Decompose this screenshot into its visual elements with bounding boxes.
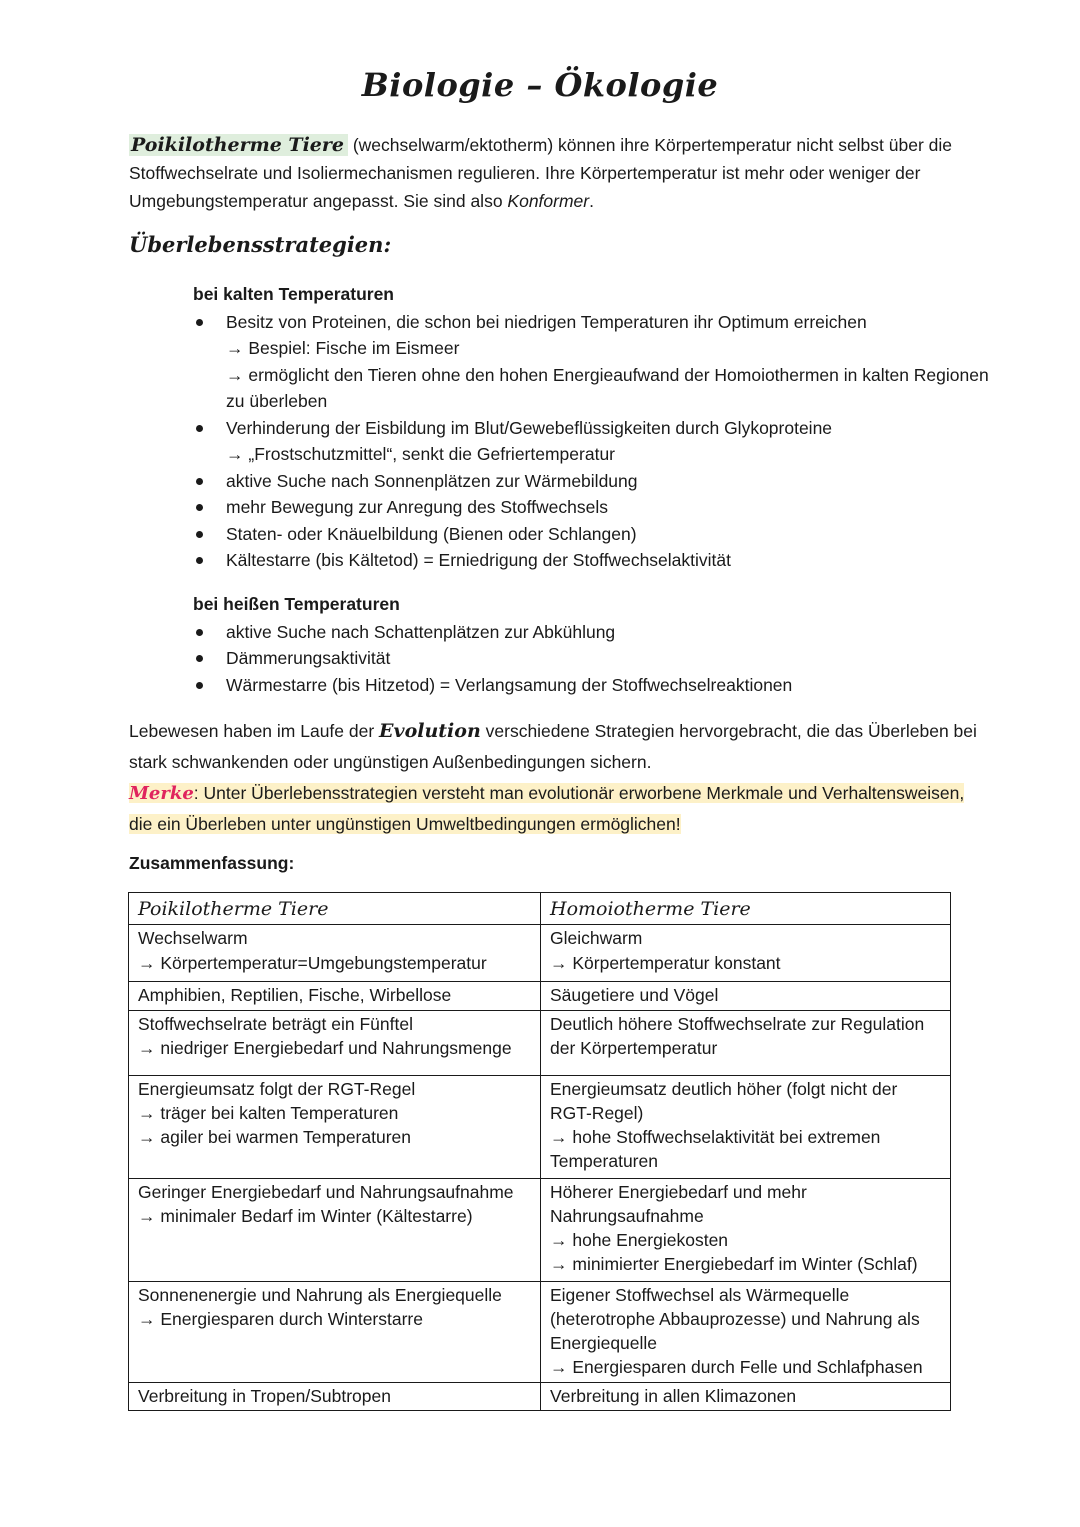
table-row bbox=[129, 1010, 951, 1075]
merke-text: : Unter Überlebensstrategien versteht man evolutionär erworbene Merkmale und Verhaltensweisen, die ein Überleben unter ungünstigen Umweltbedingungen ermöglichen! bbox=[129, 783, 965, 834]
cell-homoiotherm bbox=[541, 925, 951, 982]
cell-poikilotherm bbox=[129, 1075, 541, 1178]
evolution-after: verschiedene Strategien hervorgebracht, die das Überleben bei stark schwankenden oder ungünstigen Außenbedingungen sichern. bbox=[129, 721, 977, 772]
cell-homoiotherm bbox=[541, 1178, 951, 1281]
cell-line: → minimierter Energiebedarf im Winter (Schlaf) bbox=[550, 1254, 918, 1275]
hot-list-item bbox=[193, 619, 993, 646]
intro-konformer: Konformer bbox=[507, 191, 590, 211]
merke-note bbox=[129, 783, 964, 834]
cold-item-text: Besitz von Proteinen, die schon bei niedrigen Temperaturen ihr Optimum erreichen bbox=[226, 311, 867, 332]
cell-line: Höherer Energiebedarf und mehr Nahrungsaufnahme bbox=[550, 1181, 807, 1226]
cell-poikilotherm bbox=[129, 1178, 541, 1281]
cell-line: Energieumsatz deutlich höher (folgt nicht der RGT-Regel) bbox=[550, 1078, 898, 1123]
header-poikilotherm: Poikilotherme Tiere bbox=[129, 893, 541, 925]
intro-term: Poikilotherme Tiere bbox=[129, 134, 348, 156]
cold-item-text: Verhinderung der Eisbildung im Blut/Gewebeflüssigkeiten durch Glykoproteine bbox=[226, 417, 833, 438]
cell-poikilotherm bbox=[129, 1010, 541, 1075]
cell-line: Deutlich höhere Stoffwechselrate zur Regulation der Körpertemperatur bbox=[550, 1013, 925, 1058]
cold-list-item bbox=[193, 415, 993, 468]
merke-word: Merke bbox=[129, 783, 194, 804]
hot-list-item bbox=[193, 645, 993, 672]
cell-line: → hohe Stoffwechselaktivität bei extremen Temperaturen bbox=[550, 1127, 881, 1172]
cold-list-item bbox=[193, 521, 993, 548]
cell-line: Geringer Energiebedarf und Nahrungsaufnahme bbox=[138, 1181, 514, 1202]
hot-item-text: Dämmerungsaktivität bbox=[226, 648, 391, 668]
cell-poikilotherm bbox=[129, 925, 541, 982]
table-row bbox=[129, 1178, 951, 1281]
table-body bbox=[129, 925, 951, 1411]
table-row bbox=[129, 1382, 951, 1410]
cell-homoiotherm bbox=[541, 1281, 951, 1382]
cell-line: → Körpertemperatur=Umgebungstemperatur bbox=[138, 952, 487, 973]
cell-line: Verbreitung in Tropen/Subtropen bbox=[138, 1385, 391, 1406]
hot-block bbox=[193, 591, 993, 698]
intro-text-1: (wechselwarm/ektotherm) können ihre Körpertemperatur nicht selbst über die Stoffwechselrate und Isoliermechanismen regulieren. Ihre Körpertemperatur ist mehr oder weniger der Umgebungstemperatur angepasst. Sie sind also bbox=[129, 135, 953, 211]
intro-text-2: . bbox=[589, 191, 594, 211]
cell-line: → niedriger Energiebedarf und Nahrungsmenge bbox=[138, 1037, 512, 1058]
cold-list-item bbox=[193, 494, 993, 521]
cell-poikilotherm bbox=[129, 1281, 541, 1382]
summary-label: Zusammenfassung: bbox=[129, 853, 295, 873]
cell-line: Wechselwarm bbox=[138, 928, 248, 949]
cold-list-item bbox=[193, 309, 993, 415]
table-header-row bbox=[129, 893, 951, 925]
intro-paragraph bbox=[129, 131, 989, 215]
cold-item-text: Staten- oder Knäuelbildung (Bienen oder Schlangen) bbox=[226, 523, 637, 544]
cell-homoiotherm bbox=[541, 1075, 951, 1178]
cell-line: Amphibien, Reptilien, Fische, Wirbellose bbox=[138, 985, 452, 1006]
cell-homoiotherm bbox=[541, 982, 951, 1010]
cell-homoiotherm bbox=[541, 1010, 951, 1075]
strategies-heading: Überlebensstrategien: bbox=[129, 232, 392, 257]
cold-item-subline: → Bespiel: Fische im Eismeer bbox=[226, 338, 460, 358]
hot-item-text: Wärmestarre (bis Hitzetod) = Verlangsamung der Stoffwechselreaktionen bbox=[226, 674, 793, 695]
table-row bbox=[129, 925, 951, 982]
cold-item-subline: → ermöglicht den Tieren ohne den hohen Energieaufwand der Homoiothermen in kalten Regionen zu überleben bbox=[226, 364, 989, 411]
cold-list-item bbox=[193, 468, 993, 495]
cold-item-text: mehr Bewegung zur Anregung des Stoffwechsels bbox=[226, 497, 608, 517]
hot-list-item bbox=[193, 672, 993, 699]
cold-list bbox=[193, 309, 993, 574]
comparison-table bbox=[128, 892, 951, 1411]
cell-line: Gleichwarm bbox=[550, 928, 643, 949]
cell-line: Verbreitung in allen Klimazonen bbox=[550, 1385, 797, 1406]
hot-item-text: aktive Suche nach Schattenplätzen zur Abkühlung bbox=[226, 621, 616, 642]
cell-line: Sonnenenergie und Nahrung als Energiequelle bbox=[138, 1284, 502, 1305]
cell-line: → hohe Energiekosten bbox=[550, 1230, 729, 1251]
evolution-before: Lebewesen haben im Laufe der bbox=[129, 721, 380, 741]
cold-block bbox=[193, 281, 993, 574]
hot-list bbox=[193, 619, 993, 699]
page-title: Biologie – Ökologie bbox=[361, 66, 719, 104]
cell-line: → Energiesparen durch Winterstarre bbox=[138, 1308, 423, 1329]
cold-item-text: Kältestarre (bis Kältetod) = Erniedrigung der Stoffwechselaktivität bbox=[226, 550, 732, 570]
header-homoiotherm: Homoiotherme Tiere bbox=[541, 893, 951, 925]
cold-item-subline: → „Frostschutzmittel“, senkt die Gefriertemperatur bbox=[226, 444, 615, 464]
cell-line: Säugetiere und Vögel bbox=[550, 985, 719, 1006]
cell-line: Eigener Stoffwechsel als Wärmequelle (heterotrophe Abbauprozesse) und Nahrung als Energiequelle bbox=[550, 1284, 920, 1354]
cell-line: → träger bei kalten Temperaturen bbox=[138, 1102, 399, 1123]
cold-caption: bei kalten Temperaturen bbox=[193, 284, 394, 304]
table-row bbox=[129, 982, 951, 1010]
cell-poikilotherm bbox=[129, 982, 541, 1010]
evolution-word: Evolution bbox=[379, 720, 481, 742]
table-row bbox=[129, 1075, 951, 1178]
cold-list-item bbox=[193, 547, 993, 574]
cell-line: Energieumsatz folgt der RGT-Regel bbox=[138, 1078, 416, 1099]
cell-line: → minimaler Bedarf im Winter (Kältestarre) bbox=[138, 1205, 473, 1226]
table-row bbox=[129, 1281, 951, 1382]
cell-homoiotherm bbox=[541, 1382, 951, 1410]
cell-line: → Körpertemperatur konstant bbox=[550, 952, 781, 973]
cell-poikilotherm bbox=[129, 1382, 541, 1410]
hot-caption: bei heißen Temperaturen bbox=[193, 594, 400, 614]
cell-line: Stoffwechselrate beträgt ein Fünftel bbox=[138, 1013, 413, 1034]
evolution-paragraph bbox=[129, 716, 989, 840]
cold-item-text: aktive Suche nach Sonnenplätzen zur Wärmebildung bbox=[226, 470, 638, 491]
cell-line: → agiler bei warmen Temperaturen bbox=[138, 1127, 412, 1148]
cell-line: → Energiesparen durch Felle und Schlafphasen bbox=[550, 1357, 923, 1378]
